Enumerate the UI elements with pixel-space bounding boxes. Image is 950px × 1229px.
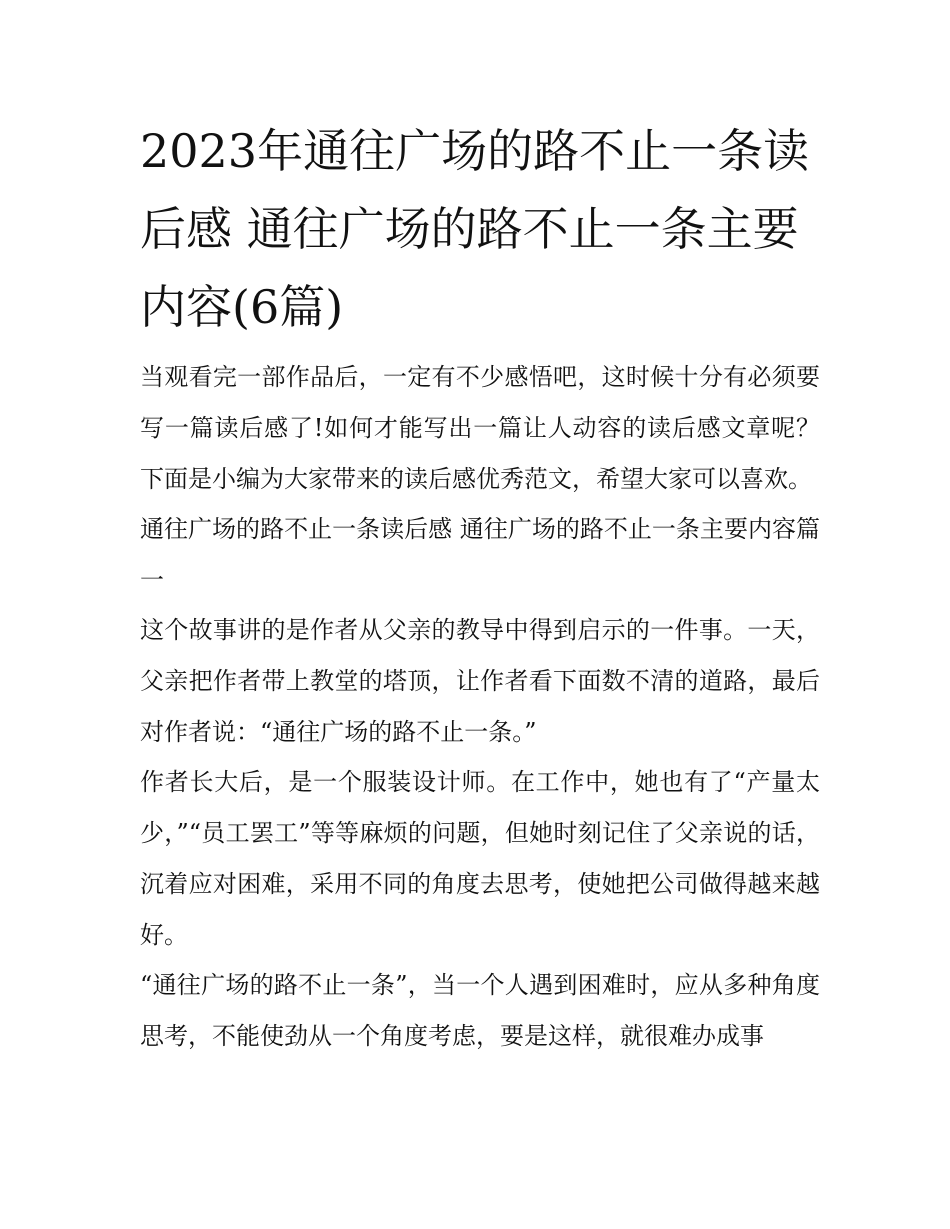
intro-paragraph: 当观看完一部作品后，一定有不少感悟吧，这时候十分有必须要写一篇读后感了!如何才能写出一篇让人动容的读后感文章呢？下面是小编为大家带来的读后感优秀范文，希望大家可以喜欢。 (140, 363, 820, 493)
section-heading: 通往广场的路不止一条读后感 通往广场的路不止一条主要内容篇一 (140, 515, 820, 594)
designer-paragraph: 作者长大后，是一个服装设计师。在工作中，她也有了“产量太少，”“员工罢工”等等麻烦的问题，但她时刻记住了父亲说的话，沉着应对困难，采用不同的角度去思考，使她把公司做得越来越好。 (140, 768, 820, 949)
lesson-paragraph: “通往广场的路不止一条”，当一个人遇到困难时，应从多种角度思考，不能使劲从一个角度考虑，要是这样，就很难办成事 (140, 971, 820, 1050)
story-paragraph: 这个故事讲的是作者从父亲的教导中得到启示的一件事。一天，父亲把作者带上教堂的塔顶，让作者看下面数不清的道路，最后对作者说：“通往广场的路不止一条。” (140, 616, 820, 746)
document-title: 2023年通往广场的路不止一条读后感 通往广场的路不止一条主要内容(6篇) (140, 124, 810, 334)
document-body (140, 352, 820, 1062)
